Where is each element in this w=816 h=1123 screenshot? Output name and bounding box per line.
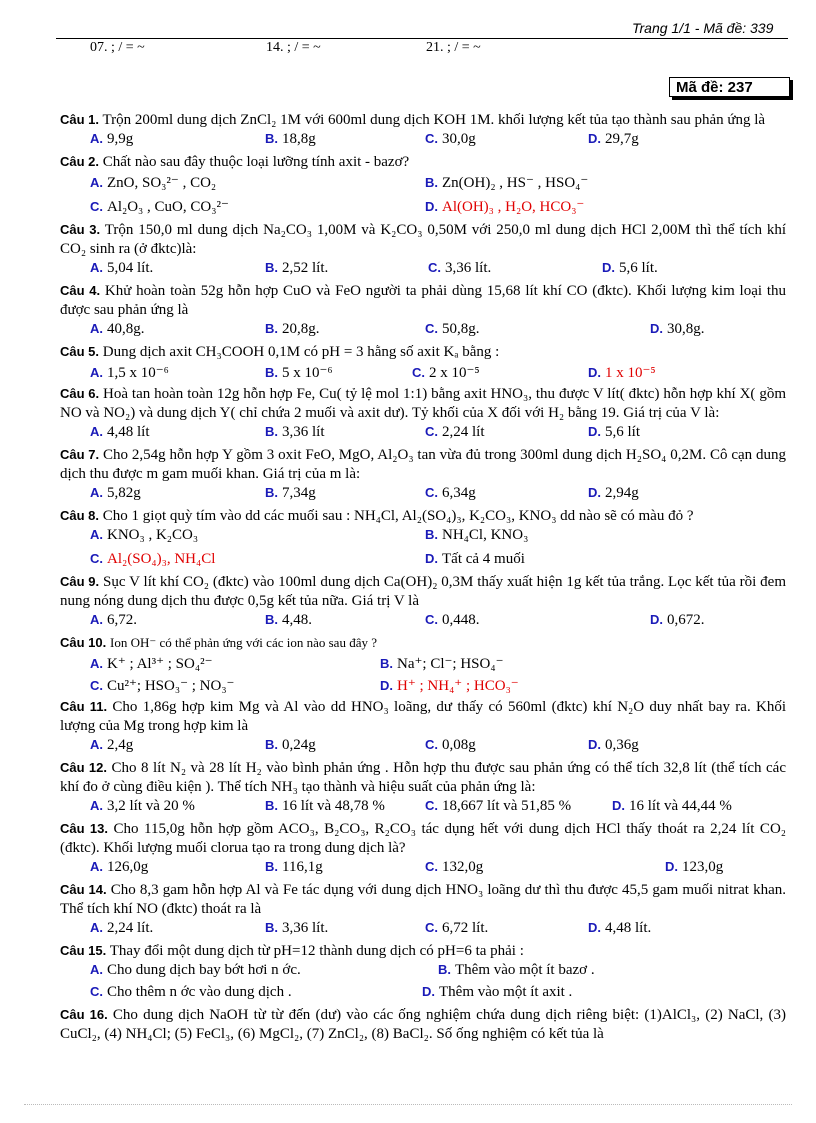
question-11 [60, 697, 786, 736]
option-c: C. 30,0g [425, 131, 476, 147]
question-number: Câu 1. [60, 112, 100, 127]
option-d: D. 29,7g [588, 131, 639, 147]
question-number: Câu 10. [60, 635, 107, 650]
question-text: Cho 8 lít N₂ và 28 lít H₂ vào bình phản ứng . Hỗn hợp thu được sau phản ứng có thể tích 32,8 lít (thể tích các khí đo ở cùng điều kiện ). Thể tích NH₃ tạo thành và hiệu suất của phản ứng là: [60, 760, 787, 795]
question-7 [60, 445, 786, 484]
option-c: C. 3,36 lít. [428, 260, 492, 276]
question-9 [60, 572, 786, 611]
question-text: Trộn 150,0 ml dung dịch Na₂CO₃ 1,00M và K₂CO₃ 0,50M với 250,0 ml dung dịch HCl 2,00M thì thể tích khí CO₂ sinh ra (ở đktc)là: [60, 222, 786, 257]
footer-divider [24, 1104, 792, 1105]
option-a: A. 3,2 lít và 20 % [90, 798, 195, 814]
option-a: A. 126,0g [90, 859, 149, 875]
question-number: Câu 7. [60, 447, 100, 462]
options-row [60, 920, 786, 941]
option-d: D. 0,36g [588, 737, 639, 753]
question-3 [60, 220, 786, 259]
answer-key: 14. ; / = ~ [266, 40, 321, 55]
question-number: Câu 15. [60, 943, 107, 958]
options-row [60, 424, 786, 445]
options-row [60, 551, 786, 572]
options-row [60, 962, 786, 983]
option-c: C. 132,0g [425, 859, 484, 875]
question-14 [60, 880, 786, 919]
option-d: D. Tất cả 4 muối [425, 551, 525, 567]
option-b: B. 5 x 10⁻⁶ [265, 365, 333, 381]
options-row [60, 984, 786, 1005]
option-d: D. Thêm vào một ít axit . [422, 984, 573, 1000]
option-a: A. 5,04 lít. [90, 260, 154, 276]
option-a: A. 5,82g [90, 485, 141, 501]
options-row [60, 737, 786, 758]
question-13 [60, 819, 786, 858]
option-d: D. 1 x 10⁻⁵ [588, 365, 656, 381]
option-b: B. Zn(OH)₂ , HS⁻ , HSO₄⁻ [425, 175, 589, 191]
question-text: Cho 1,86g hợp kim Mg và Al vào dd HNO₃ loãng, dư thấy có 560ml (đktc) khí N₂O duy nhất bay ra. Khối lượng của Mg trong hợp kim là [60, 699, 786, 734]
option-b: B. 3,36 lít [265, 424, 325, 440]
options-row [60, 485, 786, 506]
option-a: A. 2,4g [90, 737, 134, 753]
option-a: A. ZnO, SO₃²⁻ , CO₂ [90, 175, 217, 191]
option-d: D. H⁺ ; NH₄⁺ ; HCO₃⁻ [380, 678, 519, 694]
option-d: D. 5,6 lít [588, 424, 641, 440]
question-16 [60, 1005, 786, 1044]
option-c: C. 50,8g. [425, 321, 480, 337]
question-4 [60, 281, 786, 320]
options-row [60, 197, 786, 220]
option-c: C. 2 x 10⁻⁵ [412, 365, 480, 381]
option-c: C. 0,08g [425, 737, 476, 753]
question-number: Câu 2. [60, 154, 100, 169]
question-text: Ion OH⁻ có thể phản ứng với các ion nào sau đây ? [110, 635, 377, 650]
question-5 [60, 342, 786, 362]
option-c: C. 0,448. [425, 612, 480, 628]
option-b: B. 116,1g [265, 859, 323, 875]
question-number: Câu 3. [60, 222, 101, 237]
question-number: Câu 4. [60, 283, 101, 298]
option-a: A. 4,48 lít [90, 424, 150, 440]
option-c: C. 6,72 lít. [425, 920, 489, 936]
question-text: Trộn 200ml dung dịch ZnCl₂ 1M với 600ml dung dịch KOH 1M. khối lượng kết tủa tạo thành sau phản ứng là [102, 112, 766, 128]
options-row [60, 612, 786, 633]
option-d: D. 4,48 lít. [588, 920, 652, 936]
option-d: D. 16 lít và 44,44 % [612, 798, 732, 814]
option-d: D. 5,6 lít. [602, 260, 658, 276]
options-row [60, 654, 786, 675]
option-b: B. 3,36 lít. [265, 920, 329, 936]
option-d: D. 30,8g. [650, 321, 705, 337]
option-b: B. 20,8g. [265, 321, 320, 337]
question-text: Hoà tan hoàn toàn 12g hỗn hợp Fe, Cu( tỷ lệ mol 1:1) bằng axit HNO₃, thu được V lít( đktc) hỗn hợp khí X( gồm NO và NO₂) và dung dịch Y( chỉ chứa 2 muối và axit dư). Tỷ khối của X đối với H₂ bằng 19. Giá trị của V là: [60, 386, 786, 421]
option-d: D. 123,0g [665, 859, 724, 875]
option-b: B. Na⁺; Cl⁻; HSO₄⁻ [380, 656, 504, 672]
options-row [60, 798, 786, 819]
option-a: A. 40,8g. [90, 321, 145, 337]
question-number: Câu 11. [60, 699, 108, 714]
question-8 [60, 506, 786, 526]
options-row [60, 676, 786, 697]
options-row [60, 859, 786, 880]
options-row [60, 527, 786, 550]
option-c: C. Al₂O₃ , CuO, CO₃²⁻ [90, 199, 229, 215]
question-text: Chất nào sau đây thuộc loại lưỡng tính axit - bazơ? [102, 154, 410, 170]
option-b: B. 2,52 lít. [265, 260, 329, 276]
option-b: B. NH₄Cl, KNO₃ [425, 527, 529, 543]
question-number: Câu 14. [60, 882, 107, 897]
page-header: Trang 1/1 - Mã đề: 339 [632, 20, 774, 36]
question-2 [60, 152, 786, 172]
options-row [60, 321, 786, 342]
question-text: Dung dịch axit CH₃COOH 0,1M có pH = 3 hằng số axit Kₐ bằng : [102, 344, 500, 360]
question-number: Câu 12. [60, 760, 107, 775]
option-c: C. 6,34g [425, 485, 476, 501]
question-number: Câu 13. [60, 821, 108, 836]
question-text: Khử hoàn toàn 52g hỗn hợp CuO và FeO người ta phải dùng 15,68 lít khí CO (đktc). Khối lượng kim loại thu được sau phản ứng là [60, 283, 786, 318]
question-number: Câu 9. [60, 574, 100, 589]
question-list [60, 110, 786, 1044]
option-a: A. 6,72. [90, 612, 137, 628]
question-number: Câu 16. [60, 1007, 108, 1022]
option-b: B. 4,48. [265, 612, 312, 628]
question-text: Sục V lít khí CO₂ (đktc) vào 100ml dung dịch Ca(OH)₂ 0,3M thấy xuất hiện 1g kết tủa trắng. Lọc kết tủa rồi đem nung nóng dung dịch thu được 0,5g kết tủa nữa. Giá trị V là [60, 574, 787, 609]
option-a: A. Cho dung dịch bay bớt hơi n ớc. [90, 962, 301, 978]
option-c: C. Al₂(SO₄)₃, NH₄Cl [90, 551, 216, 567]
option-b: B. 0,24g [265, 737, 316, 753]
answer-key: 21. ; / = ~ [426, 40, 481, 55]
option-b: B. Thêm vào một ít bazơ . [438, 962, 595, 978]
question-15 [60, 941, 786, 961]
question-text: Cho 8,3 gam hỗn hợp Al và Fe tác dụng với dung dịch HNO₃ loãng dư thì thu được 45,5 gam muối nitrat khan. Thể tích khí NO (đktc) thoát ra là [60, 882, 786, 917]
question-text: Thay đổi một dung dịch từ pH=12 thành dung dịch có pH=6 ta phải : [109, 943, 524, 959]
option-a: A. 2,24 lít. [90, 920, 154, 936]
option-b: B. 7,34g [265, 485, 316, 501]
exam-code-box: Mã đề: 237 [669, 77, 790, 97]
option-a: A. KNO₃ , K₂CO₃ [90, 527, 199, 543]
header-divider [56, 38, 788, 39]
question-10 [60, 633, 786, 653]
option-c: C. Cho thêm n ớc vào dung dịch . [90, 984, 292, 1000]
question-text: Cho dung dịch NaOH từ từ đến (dư) vào các ống nghiệm chứa dung dịch riêng biệt: (1)AlCl₃, (2) NaCl, (3) CuCl₂, (4) NH₄Cl; (5) FeCl₃, (6) MgCl₂, (7) ZnCl₂, (8) BaCl₂. Số ống nghiệm có kết tủa là [60, 1007, 786, 1042]
option-a: A. 9,9g [90, 131, 134, 147]
question-text: Cho 2,54g hỗn hợp Y gồm 3 oxit FeO, MgO, Al₂O₃ tan vừa đủ trong 300ml dung dịch H₂SO₄ 0,2M. Cô cạn dung dịch thu được m gam muối khan. Giá trị của m là: [60, 447, 787, 482]
answer-key: 07. ; / = ~ [90, 40, 145, 55]
option-a: A. K⁺ ; Al³⁺ ; SO₄²⁻ [90, 656, 213, 672]
options-row [60, 173, 786, 196]
option-b: B. 16 lít và 48,78 % [265, 798, 385, 814]
option-d: D. 2,94g [588, 485, 639, 501]
option-d: D. 0,672. [650, 612, 705, 628]
question-6 [60, 384, 786, 423]
options-row [60, 260, 786, 281]
question-text: Cho 115,0g hỗn hợp gồm ACO₃, B₂CO₃, R₂CO₃ tác dụng hết với dung dịch HCl thấy thoát ra 2,24 lít CO₂ (đktc). Khối lượng muối clorua tạo ra trong dung dịch là? [60, 821, 786, 856]
option-a: A. 1,5 x 10⁻⁶ [90, 365, 169, 381]
option-c: C. Cu²⁺; HSO₃⁻ ; NO₃⁻ [90, 678, 235, 694]
option-d: D. Al(OH)₃ , H₂O, HCO₃⁻ [425, 199, 585, 215]
question-number: Câu 8. [60, 508, 100, 523]
question-1 [60, 110, 786, 130]
option-c: C. 2,24 lít [425, 424, 485, 440]
options-row [60, 363, 786, 384]
option-c: C. 18,667 lít và 51,85 % [425, 798, 572, 814]
option-b: B. 18,8g [265, 131, 316, 147]
options-row [60, 131, 786, 152]
question-text: Cho 1 giọt quỳ tím vào dd các muối sau : NH₄Cl, Al₂(SO₄)₃, K₂CO₃, KNO₃ dd nào sẽ có màu đỏ ? [102, 508, 694, 524]
question-12 [60, 758, 786, 797]
question-number: Câu 5. [60, 344, 100, 359]
question-number: Câu 6. [60, 386, 100, 401]
